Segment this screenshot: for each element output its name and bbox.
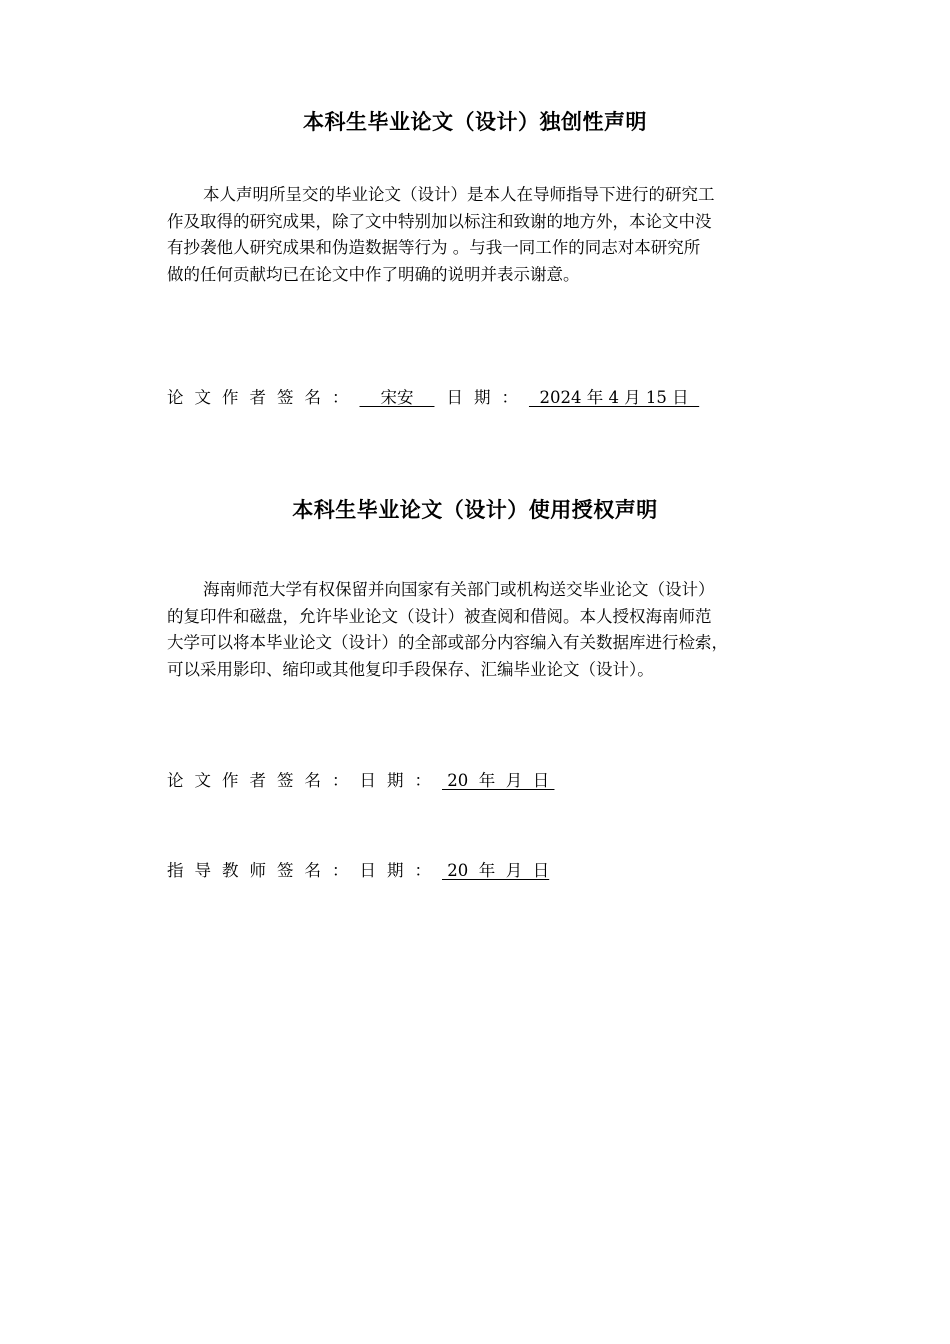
advisor-signature-label: 指导教师签名：	[167, 861, 360, 880]
date-field[interactable]: 20 年 月 日	[442, 771, 555, 790]
date-label: 日期：	[359, 771, 442, 790]
paragraph-line: 海南师范大学有权保留并向国家有关部门或机构送交毕业论文（设计）	[203, 580, 715, 599]
date-field[interactable]: 2024 年 4 月 15 日	[528, 388, 700, 407]
date-label: 日期：	[359, 861, 442, 880]
paragraph-line: 作及取得的研究成果，除了文中特别加以标注和致谢的地方外，本论文中没	[167, 211, 712, 231]
paragraph-line: 的复印件和磁盘，允许毕业论文（设计）被查阅和借阅。本人授权海南师范	[167, 606, 712, 626]
author-signature-label: 论文作者签名：	[167, 771, 360, 790]
paragraph-line: 有抄袭他人研究成果和伪造数据等行为 。与我一同工作的同志对本研究所	[167, 238, 701, 257]
date-label: 日期：	[446, 388, 529, 407]
originality-title: 本科生毕业论文（设计）独创性声明	[303, 110, 647, 134]
paragraph-line: 大学可以将本毕业论文（设计）的全部或部分内容编入有关数据库进行检索，	[167, 633, 728, 652]
originality-signature-line	[167, 384, 699, 408]
authorization-author-signature-line	[167, 767, 554, 791]
author-signature-label: 论文作者签名：	[167, 388, 360, 407]
paragraph-line: 可以采用影印、缩印或其他复印手段保存、汇编毕业论文（设计）。	[167, 659, 654, 679]
author-signature-field[interactable]: 宋安	[359, 388, 435, 407]
paragraph-line: 做的任何贡献均已在论文中作了明确的说明并表示谢意。	[167, 264, 580, 284]
authorization-title: 本科生毕业论文（设计）使用授权声明	[292, 498, 658, 522]
paragraph-line: 本人声明所呈交的毕业论文（设计）是本人在导师指导下进行的研究工	[203, 185, 715, 204]
authorization-paragraph	[167, 577, 837, 683]
originality-paragraph	[167, 182, 837, 288]
date-field[interactable]: 20 年 月 日	[442, 861, 550, 880]
advisor-signature-line	[167, 857, 549, 881]
